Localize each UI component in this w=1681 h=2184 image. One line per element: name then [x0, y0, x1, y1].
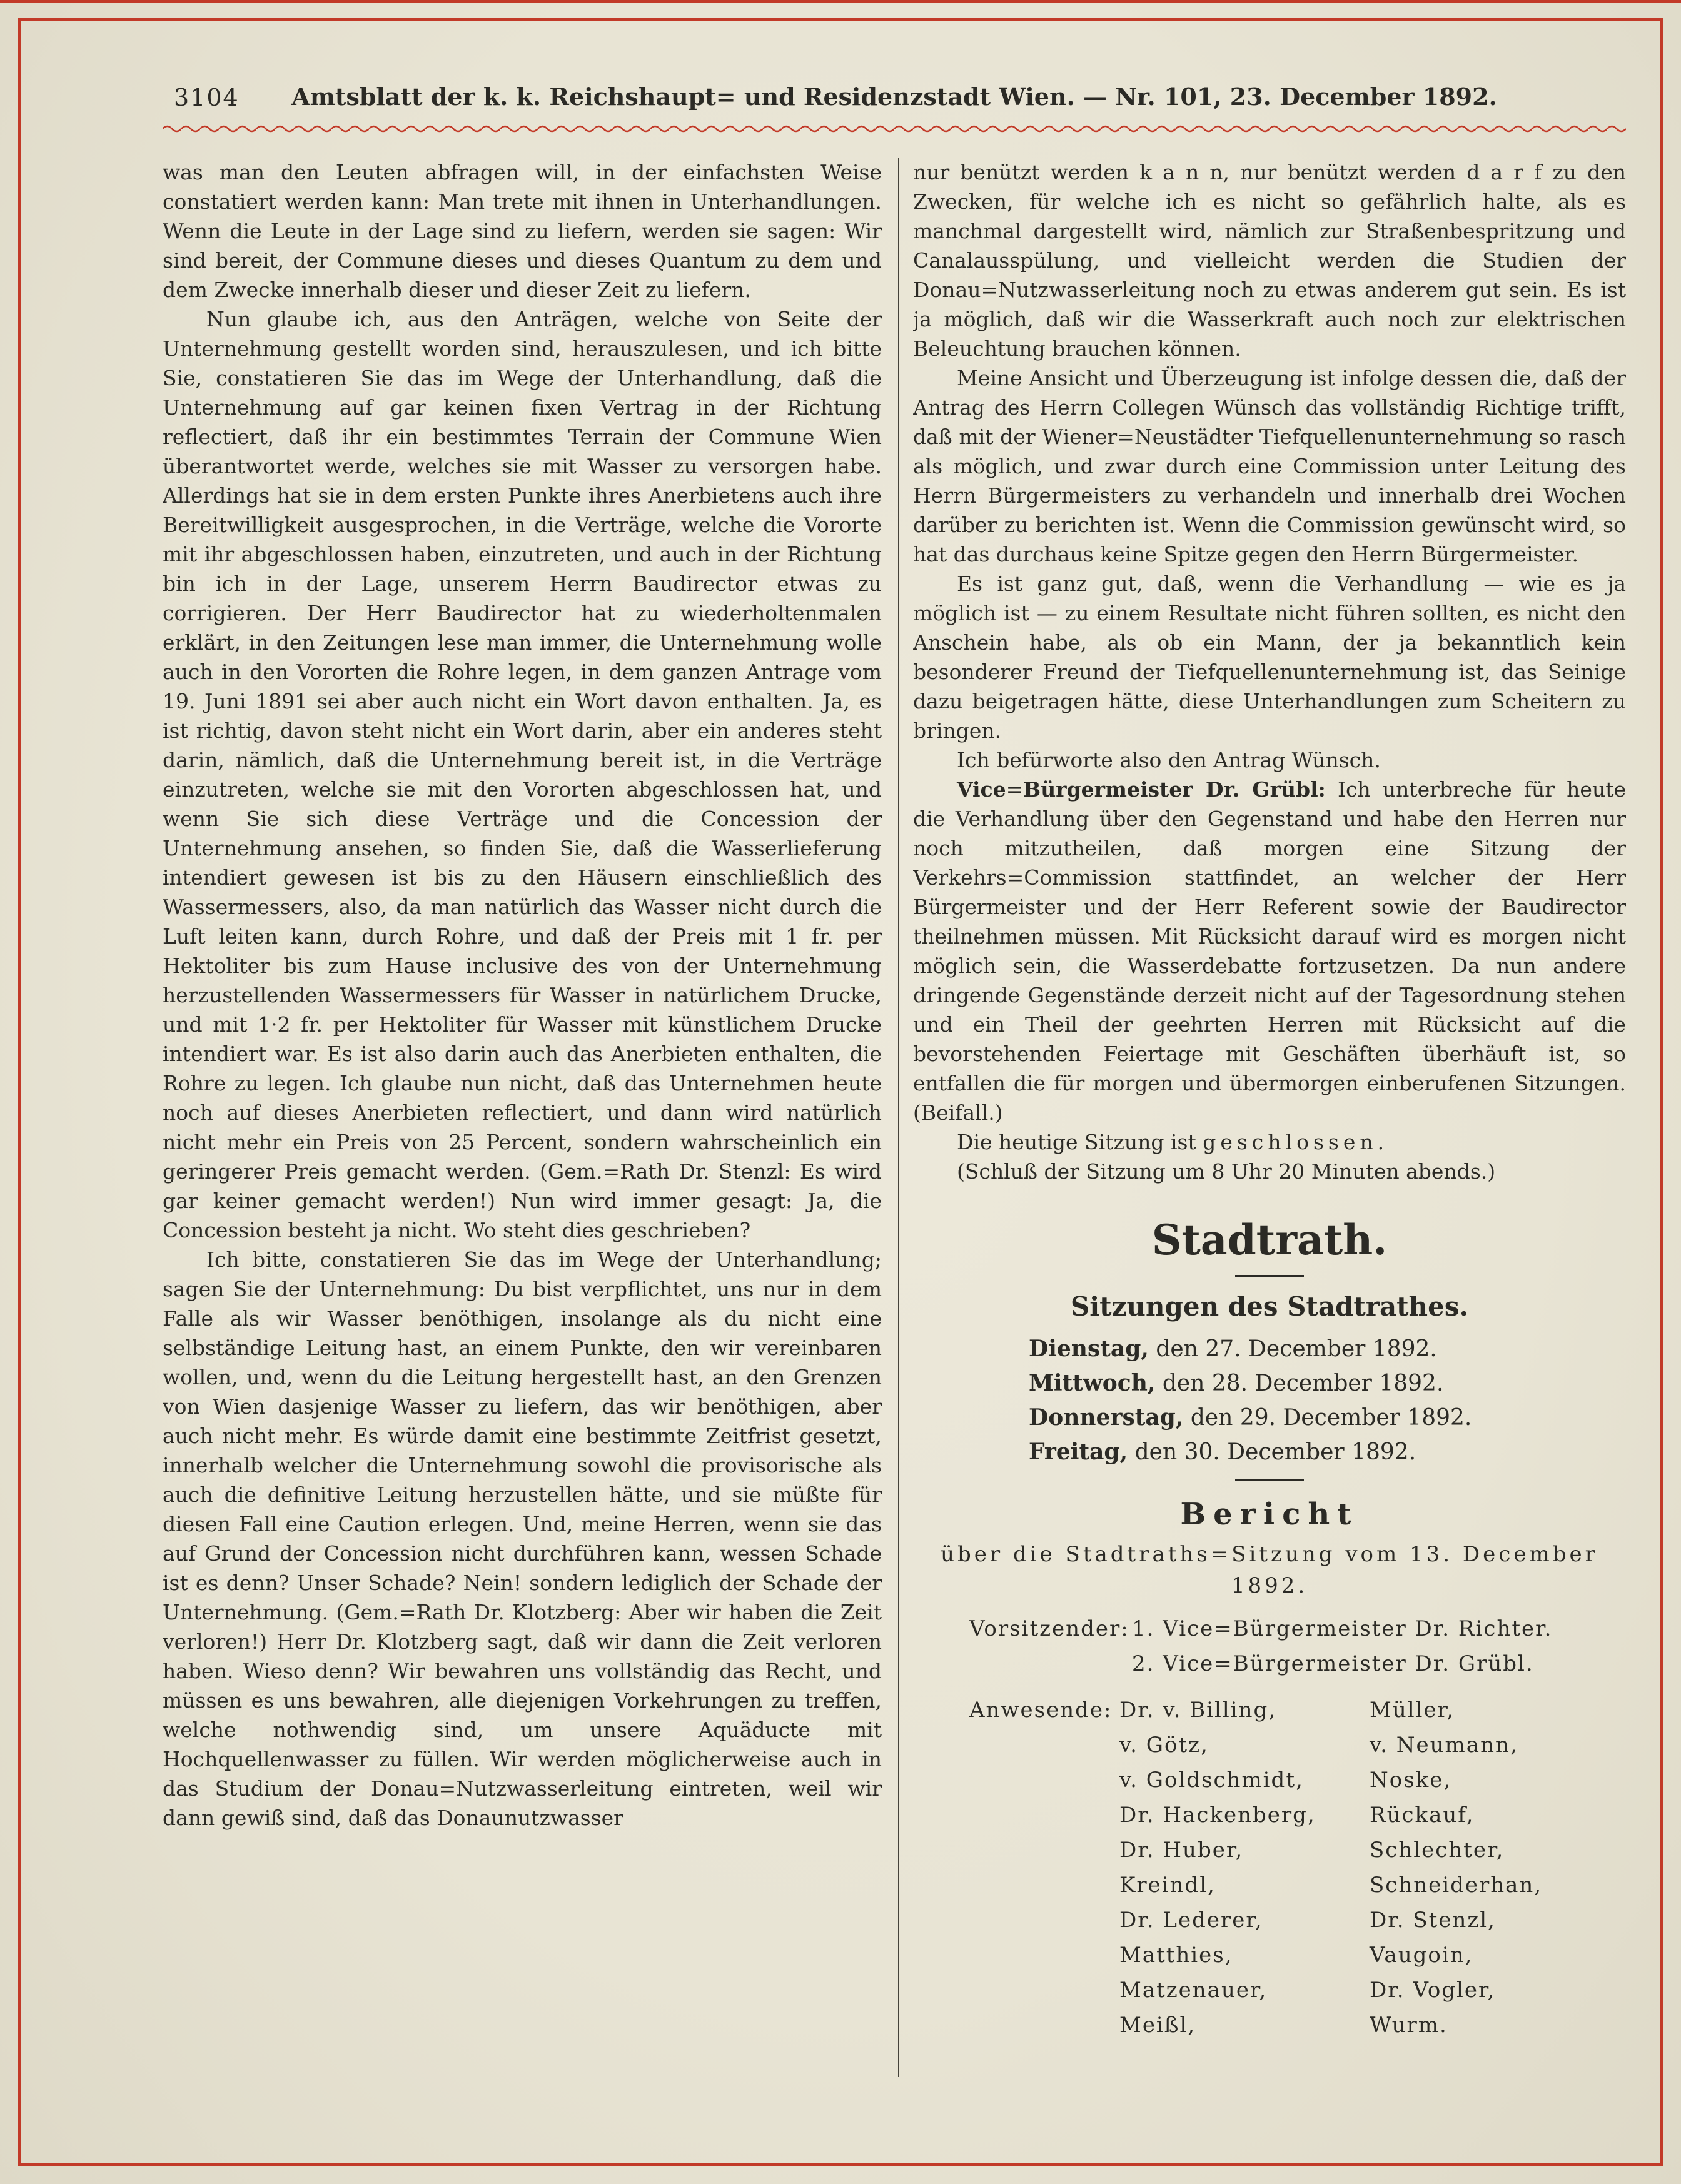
page-edge-line	[0, 0, 1681, 3]
column-divider-rule	[898, 158, 899, 2077]
attendee-name: Dr. Hackenberg,	[1119, 1803, 1316, 1828]
attendee-name: Wurm.	[1370, 2013, 1448, 2038]
session-day: Dienstag,	[1029, 1336, 1149, 1362]
attendee-name: v. Goldschmidt,	[1119, 1768, 1304, 1793]
session-day: Mittwoch,	[1029, 1370, 1156, 1396]
session-date: den 27. December 1892.	[1156, 1336, 1437, 1362]
two-column-text-area	[163, 158, 1626, 2077]
paragraph: Ich befürworte also den Antrag Wünsch.	[957, 748, 1381, 772]
paragraph: was man den Leuten abfragen will, in der einfachsten Weise constatiert werden kann: Man trete mit ihnen in Unterhandlungen. Wenn die Leute in der Lage sind zu liefern, werden sie sagen: Wir sind bereit, der Commune dieses und dieses Quantum zu dem und dem Zwecke innerhalb dieser und dieser Zeit zu liefern.	[163, 160, 882, 302]
session-day: Donnerstag,	[1029, 1404, 1184, 1431]
paragraph: Es ist ganz gut, daß, wenn die Verhandlung — wie es ja möglich ist — zu einem Resultate nicht führen sollten, es nicht den Anschein habe, als ob ein Mann, der ja bekanntlich kein besonderer Freund der Tiefquellenunternehmung ist, das Seinige dazu beigetragen hätte, diese Unterhandlungen zum Scheitern zu bringen.	[913, 571, 1626, 743]
closing-prefix: Die heutige Sitzung ist	[957, 1130, 1203, 1154]
attendee-name: Matzenauer,	[1119, 1978, 1268, 2003]
attendee-name: Dr. v. Billing,	[1119, 1698, 1277, 1723]
attendees-label: Anwesende:	[969, 1698, 1113, 1723]
paragraph: Meine Ansicht und Überzeugung ist infolge dessen die, daß der Antrag des Herrn Collegen Wünsch das vollständig Richtige trifft, daß mit der Wiener=Neustädter Tiefquellenunternehmung so rasch als möglich, und zwar durch eine Commission unter Leitung des Herrn Bürgermeisters zu verhandeln und innerhalb drei Wochen darüber zu berichten ist. Wenn die Commission gewünscht wird, so hat das durchaus keine Spitze gegen den Herrn Bürgermeister.	[913, 366, 1626, 566]
attendee-name: Müller,	[1370, 1698, 1455, 1723]
attendee-name: v. Neumann,	[1370, 1733, 1518, 1758]
divider-rule	[1235, 1275, 1304, 1277]
speech-paragraph	[913, 775, 1626, 1127]
attendees-block	[969, 1693, 1626, 2043]
session-date: den 29. December 1892.	[1190, 1405, 1472, 1431]
page-header	[163, 80, 1626, 120]
attendee-name: Schneiderhan,	[1370, 1873, 1543, 1898]
chair-name: 1. Vice=Bürgermeister Dr. Richter.	[1132, 1616, 1553, 1641]
attendee-name: Kreindl,	[1119, 1873, 1216, 1898]
attendee-name: Dr. Huber,	[1119, 1838, 1244, 1863]
attendees-left-column	[1119, 1693, 1370, 2043]
paragraph: Nun glaube ich, aus den Anträgen, welche von Seite der Unternehmung gestellt worden sind, herauszulesen, und ich bitte Sie, constatieren Sie das im Wege der Unterhandlung, daß die Unternehmung auf gar keinen fixen Vertrag in der Richtung reflectiert, daß ihr ein bestimmtes Terrain der Commune Wien überantwortet werde, welches sie mit Wasser zu versorgen habe. Allerdings hat sie in dem ersten Punkte ihres Anerbietens auch ihre Bereitwilligkeit ausgesprochen, in die Verträge, welche die Vororte mit ihr abgeschlossen haben, einzutreten, und auch in der Richtung bin ich in der Lage, unserem Herrn Baudirector etwas zu corrigieren. Der Herr Baudirector hat zu wiederholtenmalen erklärt, in den Zeitungen lese man immer, die Unternehmung wolle auch in den Vororten die Rohre legen, in dem ganzen Antrage vom 19. Juni 1891 sei aber auch nicht ein Wort davon enthalten. Ja, es ist richtig, davon steht nicht ein Wort darin, aber ein anderes steht darin, nämlich, daß die Unternehmung bereit ist, in die Verträge einzutreten, welche sie mit den Vororten abgeschlossen hat, und wenn Sie sich diese Verträge und die Concession der Unternehmung ansehen, so finden Sie, daß die Wasserlieferung intendiert gewesen ist bis zu den Häusern einschließlich des Wassermessers, also, da man natürlich das Wasser nicht durch die Luft leiten kann, durch Rohre, und daß der Preis mit 1 fr. per Hektoliter bis zum Hause inclusive des von der Unternehmung herzustellenden Wassermessers für Wasser in natürlichem Drucke, und mit 1·2 fr. per Hektoliter für Wasser mit künstlichem Drucke intendiert war. Es ist also darin auch das Anerbieten enthalten, die Rohre zu legen. Ich glaube nun nicht, daß das Unternehmen heute noch auf dieses Anerbieten reflectiert, und dann wird natürlich nicht mehr ein Preis von 25 Percent, sondern wahrscheinlich ein geringerer Preis gemacht werden. (Gem.=Rath Dr. Stenzl: Es wird gar keiner gemacht werden!) Nun wird immer gesagt: Ja, die Concession besteht ja nicht. Wo steht dies geschrieben?	[163, 307, 882, 1242]
chair-name: 2. Vice=Bürgermeister Dr. Grübl.	[1132, 1651, 1534, 1676]
session-row	[1029, 1332, 1626, 1366]
chair-row	[969, 1611, 1626, 1646]
attendee-name: Rückauf,	[1370, 1803, 1475, 1828]
attendee-name: v. Götz,	[1119, 1733, 1209, 1758]
paragraph: Ich bitte, constatieren Sie das im Wege der Unterhandlung; sagen Sie der Unternehmung: Du bist verpflichtet, uns nur in dem Falle als wir Wasser benöthigen, insolange als du nicht eine selbständige Leitung hast, an einem Punkte, den wir vereinbaren wollen, und, wenn du die Leitung hergestellt hast, an den Grenzen von Wien dasjenige Wasser zu liefern, das wir benöthigen, aber auch nicht mehr. Es würde damit eine bestimmte Zeitfrist gesetzt, innerhalb welcher die Unternehmung sowohl die provisorische als auch die definitive Leitung herzustellen hätte, und sie müßte für diesen Fall eine Caution erlegen. Und, meine Herren, wenn sie das auf Grund der Concession nicht durchführen kann, wessen Schade ist es denn? Unser Schade? Nein! sondern lediglich der Schade der Unternehmung. (Gem.=Rath Dr. Klotzberg: Aber wir haben die Zeit verloren!) Herr Dr. Klotzberg sagt, daß wir dann die Zeit verloren haben. Wieso denn? Wir bewahren uns vollständig das Recht, und müssen es uns bewahren, alle diejenigen Vorkehrungen zu treffen, welche nothwendig sind, um unsere Aquäducte mit Hochquellenwasser zu füllen. Wir werden möglicherweise auch in das Studium der Donau=Nutzwasserleitung eintreten, weil wir dann gewiß sind, daß das Donaunutzwasser	[163, 1247, 882, 1830]
stadtrath-section	[913, 1215, 1626, 2043]
session-row	[1029, 1401, 1626, 1435]
closing-line	[913, 1127, 1626, 1157]
attendee-name: Vaugoin,	[1370, 1943, 1473, 1968]
attendee-name: Dr. Lederer,	[1119, 1908, 1263, 1933]
speaker-name: Vice=Bürgermeister Dr. Grübl:	[957, 777, 1326, 802]
session-row	[1029, 1366, 1626, 1401]
section-title: Stadtrath.	[1151, 1215, 1388, 1264]
attendee-name: Dr. Stenzl,	[1370, 1908, 1496, 1933]
attendee-name: Matthies,	[1119, 1943, 1233, 1968]
closing-emphasis: geschlossen.	[1203, 1130, 1389, 1154]
paragraph: nur benützt werden k a n n, nur benützt werden d a r f zu den Zwecken, für welche ich es nicht so gefährlich halte, als es manchmal dargestellt wird, nämlich zur Straßenbespritzung und Canalausspülung, und vielleicht werden die Studien der Donau=Nutzwasserleitung noch zu etwas anderem gut sein. Es ist ja möglich, daß wir die Wasserkraft auch noch zur elektrischen Beleuchtung brauchen können.	[913, 160, 1626, 361]
attendee-name: Schlechter,	[1370, 1838, 1505, 1863]
sessions-schedule	[1029, 1332, 1626, 1469]
chairs-block	[969, 1611, 1626, 1681]
header-squiggle-rule	[163, 124, 1626, 134]
divider-rule	[1235, 1479, 1304, 1481]
attendee-name: Meißl,	[1119, 2013, 1196, 2038]
session-row	[1029, 1435, 1626, 1469]
masthead-title: Amtsblatt der k. k. Reichshaupt= und Residenzstadt Wien. — Nr. 101, 23. December 1892.	[291, 83, 1497, 111]
attendees-right-column	[1370, 1693, 1626, 2043]
attendee-name: Dr. Vogler,	[1370, 1978, 1496, 2003]
sessions-heading: Sitzungen des Stadtrathes.	[1070, 1291, 1469, 1322]
session-date: den 28. December 1892.	[1162, 1371, 1444, 1396]
left-column	[163, 158, 882, 2077]
right-column	[913, 158, 1626, 2077]
session-day: Freitag,	[1029, 1439, 1128, 1465]
report-subtitle: über die Stadtraths=Sitzung vom 13. December 1892.	[941, 1542, 1598, 1598]
chair-label: Vorsitzender:	[969, 1616, 1129, 1641]
chair-label-spacer	[969, 1646, 1132, 1681]
speech-text: Ich unterbreche für heute die Verhandlung über den Gegenstand und habe den Herren nur noch mitzutheilen, daß morgen eine Sitzung der Verkehrs=Commission stattfindet, an welcher der Herr Bürgermeister und der Herr Referent sowie der Baudirector theilnehmen müssen. Mit Rücksicht darauf wird es morgen nicht möglich sein, die Wasserdebatte fortzusetzen. Da nun andere dringende Gegenstände derzeit nicht auf der Tagesordnung stehen und ein Theil der geehrten Herren mit Rücksicht auf die bevorstehenden Feiertage mit Geschäften überhäuft ist, so entfallen die für morgen und übermorgen einberufenen Sitzungen. (Beifall.)	[913, 777, 1626, 1125]
attendee-name: Noske,	[1370, 1768, 1452, 1793]
page-number: 3104	[174, 84, 240, 111]
report-title: Bericht	[1180, 1497, 1359, 1532]
chair-row	[969, 1646, 1626, 1681]
session-date: den 30. December 1892.	[1134, 1439, 1416, 1465]
session-end-note: (Schluß der Sitzung um 8 Uhr 20 Minuten abends.)	[957, 1159, 1496, 1184]
